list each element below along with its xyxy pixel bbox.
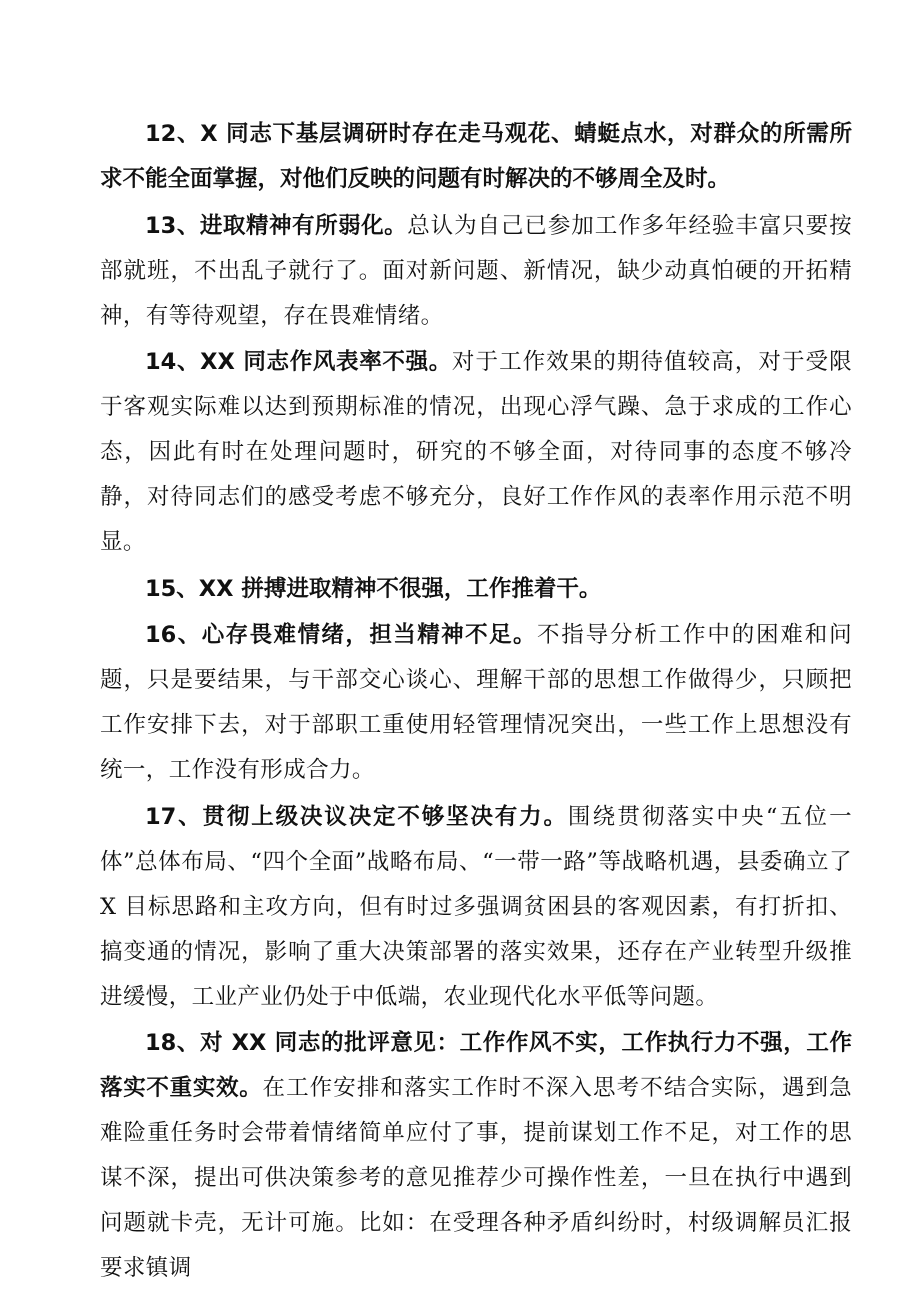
paragraph-16-heading: 16、心存畏难情绪，担当精神不足。 [145, 622, 537, 648]
paragraph-13-text: 总认为自己已参加工作多年经验丰富只要按部就班，不出乱子就行了。面对新问题、新情况，缺少动真怕硬的开拓精神，有等待观望，存在畏难情绪。 [100, 212, 853, 329]
paragraph-13-heading: 13、进取精神有所弱化。 [145, 212, 408, 239]
paragraph-12-heading: 12、X 同志下基层调研时存在走马观花、蜻蜓点水，对群众的所需所求不能全面掌握，对他们反映的问题有时解决的不够周全及时。 [100, 121, 852, 192]
paragraph-18 [100, 1021, 852, 1291]
paragraph-16-text: 不指导分析工作中的困难和问题，只是要结果，与干部交心谈心、理解干部的思想工作做得少，只顾把工作安排下去，对于部职工重使用轻管理情况突出，一些工作上思想没有统一，工作没有形成合力。 [100, 622, 853, 783]
paragraph-17-text: 围绕贯彻落实中央“五位一体”总体布局、“四个全面”战略布局、“一带一路”等战略机遇，县委确立了X 目标思路和主攻方向，但有时过多强调贫困县的客观因素，有打折扣、搞变通的情况，影响了重大决策部署的落实效果，还存在产业转型升级推进缓慢，工业产业仍处于中低端，农业现代化水平低等问题。 [100, 803, 852, 1010]
paragraph-14 [100, 340, 852, 565]
paragraph-14-heading: 14、XX 同志作风表率不强。 [145, 349, 452, 375]
paragraph-13 [100, 204, 852, 339]
paragraph-15-heading: 15、XX 拼搏进取精神不很强，工作推着干。 [145, 575, 602, 602]
paragraph-12 [100, 112, 852, 202]
paragraph-17-heading: 17、贯彻上级决议决定不够坚决有力。 [145, 803, 568, 830]
paragraph-17 [100, 795, 852, 1020]
paragraph-14-text: 对于工作效果的期待值较高，对于受限于客观实际难以达到预期标准的情况，出现心浮气躁、急于求成的工作心态，因此有时在处理问题时，研究的不够全面，对待同事的态度不够冷静，对待同志们的感受考虑不够充分，良好工作作风的表率作用示范不明显。 [100, 349, 852, 555]
paragraph-15 [100, 567, 852, 612]
paragraph-18-heading: 18、对 XX 同志的批评意见：工作作风不实，工作执行力不强，工作落实不重实效。 [100, 1030, 852, 1101]
document-body [100, 112, 852, 1293]
paragraph-18-text: 在工作安排和落实工作时不深入思考不结合实际，遇到急难险重任务时会带着情绪简单应付了事，提前谋划工作不足，对工作的思谋不深，提出可供决策参考的意见推荐少可操作性差，一旦在执行中遇到问题就卡壳，无计可施。比如：在受理各种矛盾纠纷时，村级调解员汇报要求镇调 [100, 1075, 852, 1281]
paragraph-16 [100, 613, 852, 793]
